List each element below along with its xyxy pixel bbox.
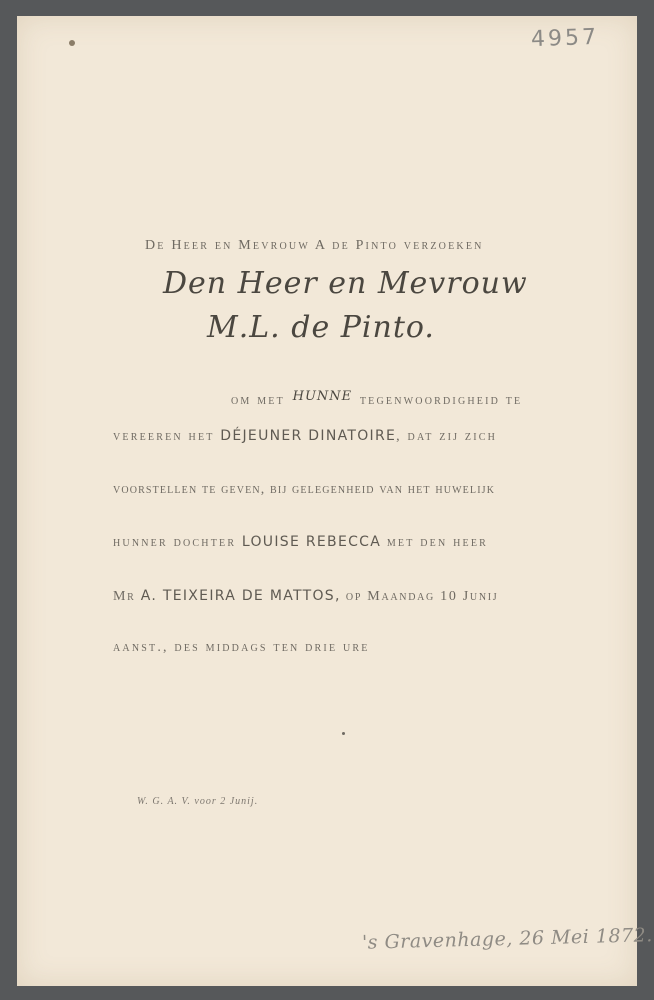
bride-name: LOUISE REBECCA xyxy=(241,534,382,550)
invitation-line-3 xyxy=(231,384,523,409)
invitation-line-1: De Heer en Mevrouw A de Pinto verzoeken xyxy=(145,238,484,253)
invitation-line-6 xyxy=(113,534,488,551)
place-and-date: 's Gravenhage, 26 Mei 1872. xyxy=(361,924,654,954)
handwritten-name: M.L. de Pinto. xyxy=(207,310,435,345)
line-4-pre: vereeren het xyxy=(113,429,215,444)
invitation-line-8: aanst., des middags ten drie ure xyxy=(113,640,370,655)
separator-dot xyxy=(342,732,345,735)
invitation-line-4 xyxy=(113,428,497,445)
line-6-post: met den heer xyxy=(386,535,488,550)
handwritten-hunne: hunne xyxy=(292,384,353,405)
invitation-line-7 xyxy=(113,588,498,605)
invitation-card xyxy=(17,16,654,986)
printer-note: W. G. A. V. voor 2 Junij. xyxy=(137,796,259,807)
handwritten-salutation: Den Heer en Mevrouw xyxy=(163,266,528,301)
line-4-post: , dat zij zich xyxy=(396,429,498,444)
line-7-post: op Maandag 10 Junij xyxy=(345,589,499,604)
stain-dot xyxy=(69,40,75,46)
groom-name: A. TEIXEIRA DE MATTOS, xyxy=(140,588,341,604)
invitation-line-5: voorstellen te geven, bij gelegenheid van het huwelijk xyxy=(113,482,496,497)
dejeuner-dinatoire: DÉJEUNER DINATOIRE xyxy=(220,428,397,444)
archive-number: 4957 xyxy=(530,24,600,53)
line-7-pre: Mr xyxy=(113,589,136,604)
line-3-post: tegenwoordigheid te xyxy=(359,393,523,408)
line-6-pre: hunner dochter xyxy=(113,535,237,550)
line-3-pre: om met xyxy=(231,393,285,408)
